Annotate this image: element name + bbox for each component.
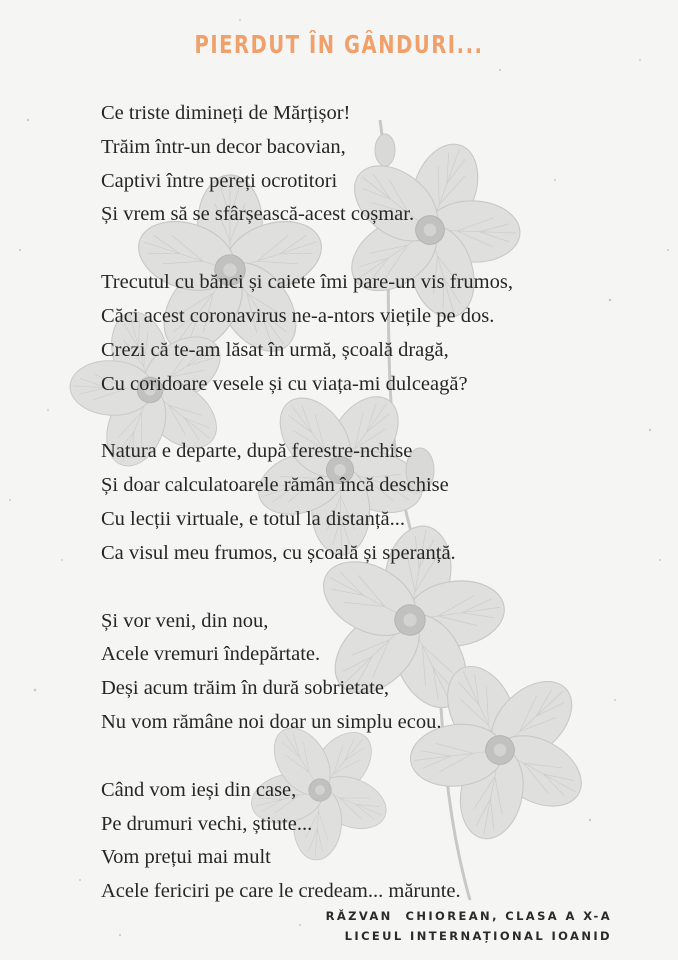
poem-line: Deși acum trăim în dură sobrietate,	[101, 677, 390, 700]
poem-line: Trăim într-un decor bacovian,	[101, 135, 346, 158]
stanza	[101, 435, 661, 570]
poem-line: Ce triste dimineți de Mărțișor!	[101, 102, 351, 124]
stanza	[101, 774, 661, 909]
poem-line: Când vom ieși din case,	[101, 778, 297, 801]
poem-line: Și vor veni, din nou,	[101, 609, 269, 632]
stanza	[101, 266, 661, 401]
poem-line: Acele fericiri pe care le credeam... mărunte.	[101, 880, 461, 903]
author-name: RĂZVAN CHIOREAN, CLASA A X-A	[325, 909, 612, 923]
poem-line: Și doar calculatoarele rămân încă deschise	[101, 474, 449, 497]
poem-line: Cu coridoare vesele și cu viața-mi dulceagă?	[101, 372, 468, 395]
poem-line: Cu lecții virtuale, e totul la distanță...	[101, 507, 406, 530]
poem-line: Captivi între pereți ocrotitori	[101, 169, 338, 192]
poem-line: Nu vom rămâne noi doar un simplu ecou.	[101, 710, 442, 733]
poem-line: Natura e departe, după ferestre-nchise	[101, 440, 413, 463]
poem-line: Acele vremuri îndepărtate.	[101, 643, 321, 666]
poem-body	[101, 97, 661, 943]
poem-line: Ca visul meu frumos, cu școală și speranță.	[101, 541, 456, 564]
poem-line: Pe drumuri vechi, știute...	[101, 812, 313, 835]
poem-line: Căci acest coronavirus ne-a-ntors viețile pe dos.	[101, 304, 495, 327]
stanza	[101, 97, 661, 232]
poem-line: Vom prețui mai mult	[101, 846, 271, 869]
poem-line: Trecutul cu bănci și caiete îmi pare-un vis frumos,	[101, 271, 513, 294]
stanza	[101, 605, 661, 740]
poem-title: PIERDUT ÎN GÂNDURI...	[194, 30, 484, 59]
school-name: LICEUL INTERNAȚIONAL IOANID	[344, 929, 612, 943]
poem-line: Crezi că te-am lăsat în urmă, școală dragă,	[101, 338, 449, 361]
author-credits	[326, 906, 612, 946]
poem-line: Și vrem să se sfârșească-acest coșmar.	[101, 203, 415, 226]
